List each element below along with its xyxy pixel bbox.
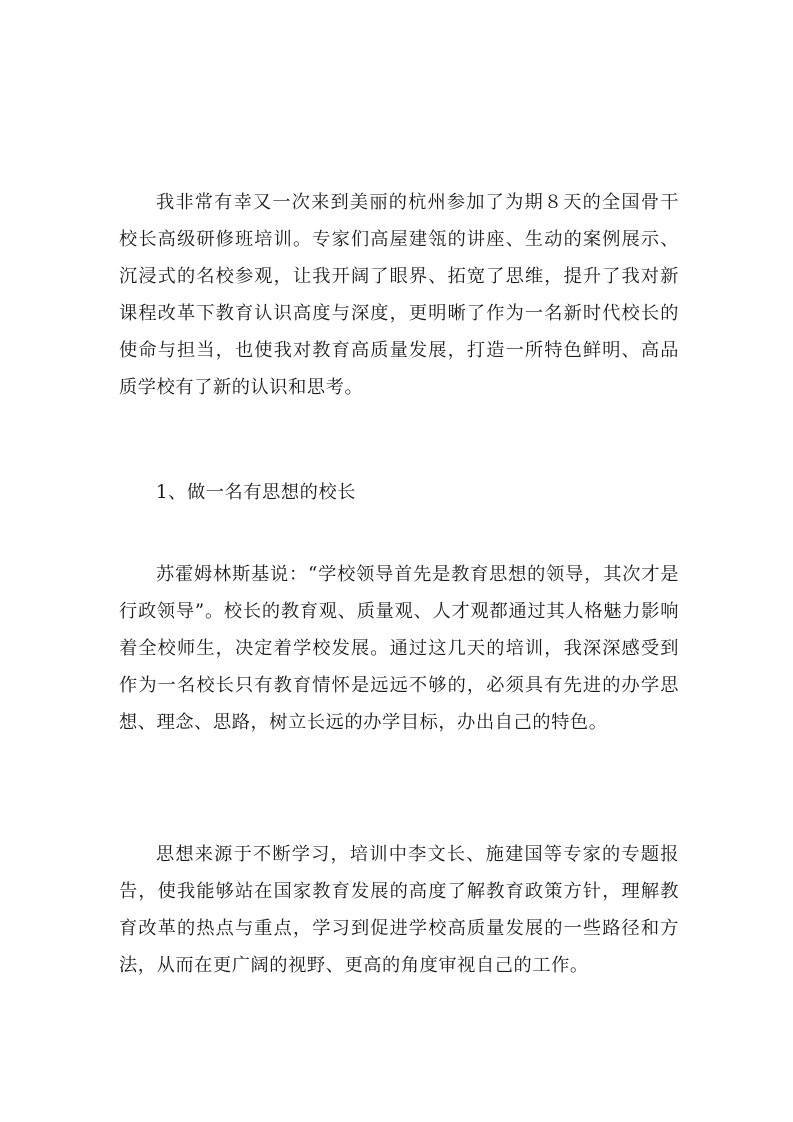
body-paragraph: 思想来源于不断学习，培训中李文长、施建国等专家的专题报告，使我能够站在国家教育发展的高度了解教育政策方针，理解教育改革的热点与重点，学习到促进学校高质量发展的一些路径和方法，从而在更广阔的视野、更高的角度审视自己的工作。 bbox=[119, 844, 679, 976]
intro-paragraph: 我非常有幸又一次来到美丽的杭州参加了为期８天的全国骨干校长高级研修班培训。专家们高屋建瓴的讲座、生动的案例展示、沉浸式的名校参观，让我开阔了眼界、拓宽了思维，提升了我对新课程改革下教育认识高度与深度，更明晰了作为一名新时代校长的使命与担当，也使我对教育高质量发展，打造一所特色鲜明、高品质学校有了新的认识和思考。 bbox=[119, 192, 679, 398]
body-paragraph: 苏霍姆林斯基说：“学校领导首先是教育思想的领导，其次才是行政领导”。校长的教育观、质量观、人才观都通过其人格魅力影响着全校师生，决定着学校发展。通过这几天的培训，我深深感受到作为一名校长只有教育情怀是远远不够的，必须具有先进的办学思想、理念、思路，树立长远的办学目标，办出自己的特色。 bbox=[119, 564, 679, 733]
section-heading: 1、做一名有思想的校长 bbox=[156, 482, 357, 503]
